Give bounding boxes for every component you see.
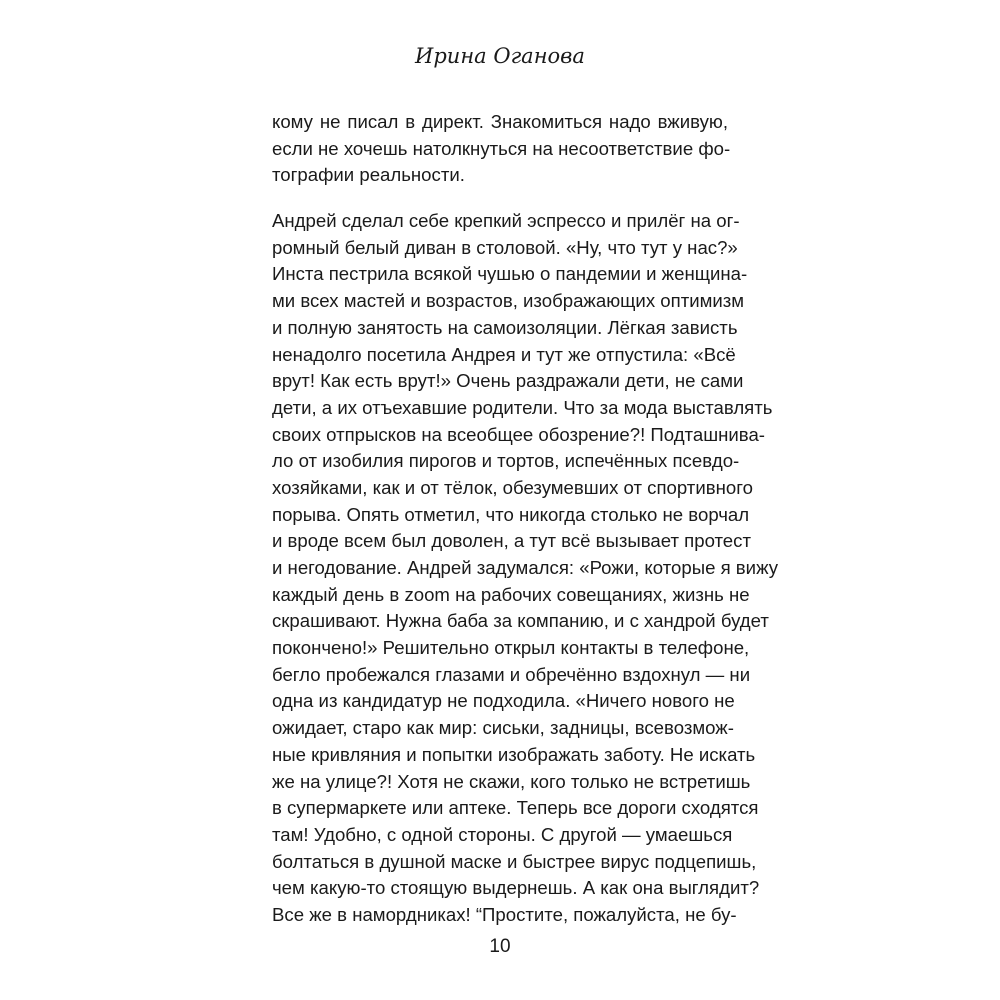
page-number: 10: [489, 936, 511, 957]
text-line: Андрей сделал себе крепкий эспрессо и прилёг на ог-: [272, 210, 740, 232]
body-text: [272, 109, 779, 929]
text-line: и вроде всем был доволен, а тут всё вызывает протест: [272, 530, 751, 552]
text-line: ненадолго посетила Андрея и тут же отпустила: «Всё: [272, 343, 736, 365]
text-line: хозяйками, как и от тёлок, обезумевших от спортивного: [272, 476, 753, 498]
text-line: врут! Как есть врут!» Очень раздражали дети, не сами: [272, 370, 744, 392]
text-line: ло от изобилия пирогов и тортов, испечённых псевдо-: [272, 450, 740, 472]
text-line: ные кривляния и попытки изображать заботу. Не искать: [272, 743, 756, 765]
text-line: одна из кандидатур не подходила. «Ничего нового не: [272, 690, 735, 712]
text-line: Инста пестрила всякой чушью о пандемии и женщина-: [272, 263, 748, 285]
text-line: каждый день в zoom на рабочих совещаниях, жизнь не: [272, 583, 750, 605]
text-line: тографии реальности.: [272, 164, 465, 186]
paragraph-spacer: [272, 189, 728, 208]
text-line: кому не писал в директ. Знакомиться надо вживую,: [272, 111, 728, 132]
text-line: порыва. Опять отметил, что никогда столько не ворчал: [272, 503, 750, 525]
text-line: же на улице?! Хотя не скажи, кого только не встретишь: [272, 770, 751, 792]
text-line: ми всех мастей и возрастов, изображающих оптимизм: [272, 290, 745, 312]
paragraph: [272, 208, 779, 929]
text-line: ромный белый диван в столовой. «Ну, что тут у нас?»: [272, 236, 738, 258]
paragraph: [272, 109, 731, 189]
text-line: болтаться в душной маске и быстрее вирус подцепишь,: [272, 850, 757, 872]
text-line: Все же в намордниках! “Простите, пожалуйста, не бу-: [272, 903, 737, 925]
text-line: покончено!» Решительно открыл контакты в телефоне,: [272, 637, 750, 659]
text-line: там! Удобно, с одной стороны. С другой — умаешься: [272, 823, 733, 845]
text-line: бегло пробежался глазами и обречённо вздохнул — ни: [272, 663, 751, 685]
text-line: ожидает, старо как мир: сиськи, задницы, всевозмож-: [272, 717, 734, 739]
text-line: в супермаркете или аптеке. Теперь все дороги сходятся: [272, 797, 759, 819]
text-line: и полную занятость на самоизоляции. Лёгкая зависть: [272, 316, 738, 338]
text-line: и негодование. Андрей задумался: «Рожи, которые я вижу: [272, 557, 779, 578]
text-line: если не хочешь натолкнуться на несоответствие фо-: [272, 137, 731, 159]
text-line: своих отпрысков на всеобщее обозрение?! Подташнива-: [272, 423, 765, 445]
text-line: скрашивают. Нужна баба за компанию, и с хандрой будет: [272, 610, 769, 632]
text-line: чем какую-то стоящую выдернешь. А как она выглядит?: [272, 877, 760, 899]
text-line: дети, а их отъехавшие родители. Что за мода выставлять: [272, 396, 773, 418]
running-head-author: Ирина Оганова: [415, 44, 585, 68]
